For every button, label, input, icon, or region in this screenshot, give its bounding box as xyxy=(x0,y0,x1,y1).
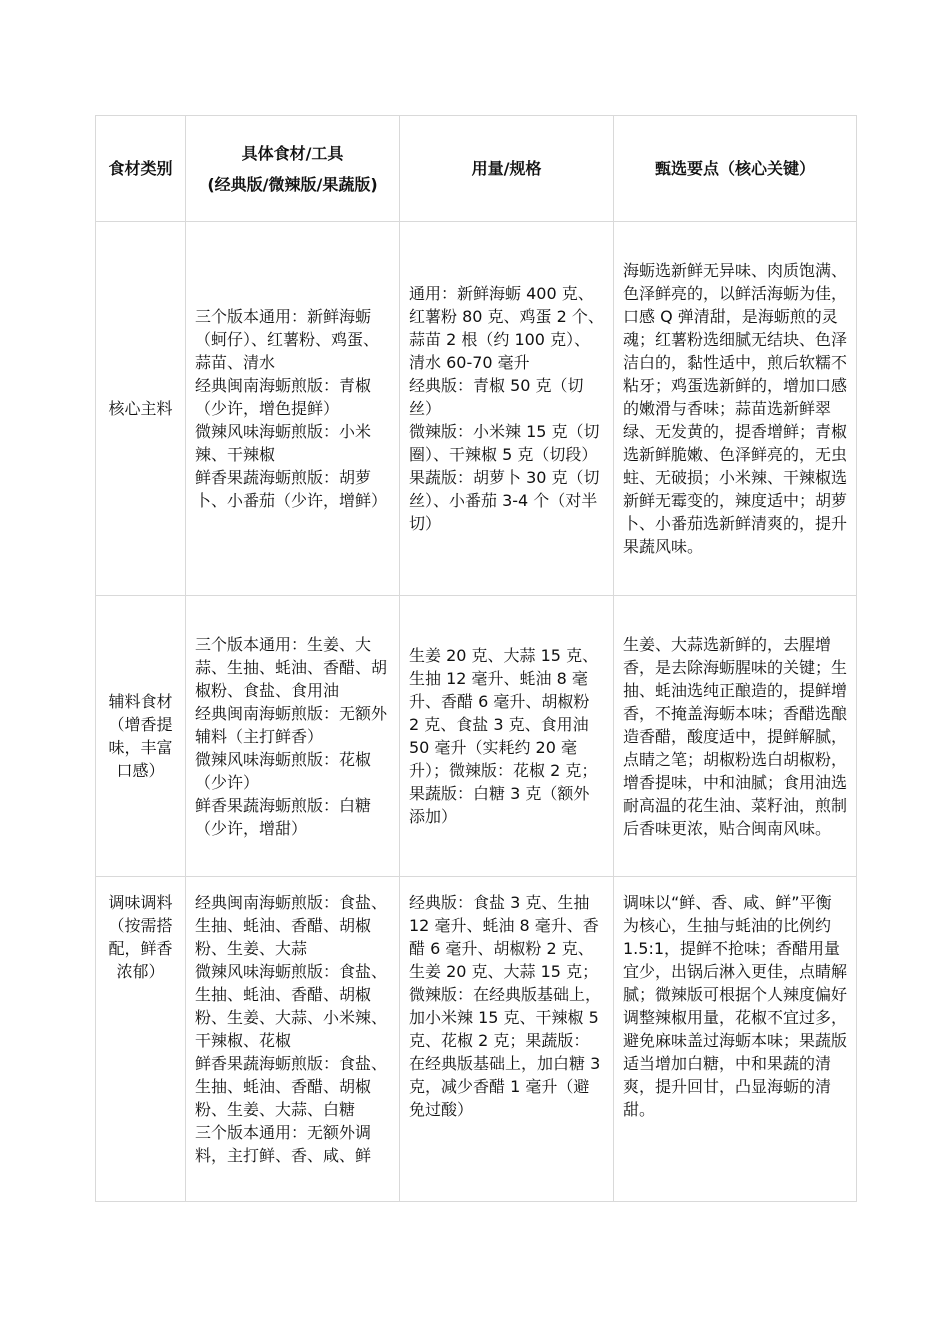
ingredients-table xyxy=(95,115,857,1202)
category-text: 调味调料 xyxy=(108,893,173,912)
category-text: 辅料食材 xyxy=(108,692,173,711)
category-text: 浓郁） xyxy=(116,962,165,981)
ingredients-text: 经典闽南海蛎煎版：无额外辅料（主打鲜香） xyxy=(195,703,388,746)
category-cell xyxy=(96,877,186,1202)
category-text: 口感） xyxy=(116,761,165,780)
amount-text: 生姜 20 克、大蒜 15 克、生抽 12 毫升、蚝油 8 毫升、香醋 6 毫升、胡椒粉 2 克、食盐 3 克、食用油 50 毫升（实耗约 20 毫升）；微辣版：花椒 2 克；果蔬版：白糖 3 克（额外添加） xyxy=(409,646,599,826)
ingredients-text: 经典闽南海蛎煎版：食盐、生抽、蚝油、香醋、胡椒粉、生姜、大蒜 xyxy=(195,893,388,958)
amount-cell xyxy=(400,222,614,596)
selection-text: 生姜、大蒜选新鲜的，去腥增香，是去除海蛎腥味的关键；生抽、蚝油选纯正酿造的，提鲜增香，不掩盖海蛎本味；香醋选酿造香醋，酸度适中，提鲜解腻，点睛之笔；胡椒粉选白胡椒粉，增香提味，中和油腻；食用油选耐高温的花生油、菜籽油，煎制后香味更浓，贴合闽南风味。 xyxy=(623,634,848,838)
ingredients-cell xyxy=(186,877,400,1202)
ingredients-text: 三个版本通用：无额外调料，主打鲜、香、咸、鲜 xyxy=(195,1123,372,1165)
table-header-row xyxy=(96,116,857,222)
category-text: 核心主料 xyxy=(108,399,173,418)
table-row xyxy=(96,877,857,1202)
amount-text: 通用：新鲜海蛎 400 克、红薯粉 80 克、鸡蛋 2 个、蒜苗 2 根（约 100 克）、清水 60-70 毫升 xyxy=(409,284,604,372)
amount-text: 果蔬版：胡萝卜 30 克（切丝）、小番茄 3-4 个（对半切） xyxy=(409,468,600,533)
ingredients-text: 微辣风味海蛎煎版：花椒（少许） xyxy=(195,749,372,792)
ingredients-text: 微辣风味海蛎煎版：小米辣、干辣椒 xyxy=(195,422,372,464)
ingredients-text: 三个版本通用：生姜、大蒜、生抽、蚝油、香醋、胡椒粉、食盐、食用油 xyxy=(195,634,388,700)
selection-cell xyxy=(614,877,857,1202)
header-ingredients xyxy=(186,116,400,222)
ingredients-text: 经典闽南海蛎煎版：青椒（少许，增色提鲜） xyxy=(195,376,372,418)
ingredients-content xyxy=(195,891,390,1191)
category-text: （增香提 xyxy=(108,715,173,734)
category-cell xyxy=(96,596,186,877)
table-row xyxy=(96,596,857,877)
selection-text: 调味以“鲜、香、咸、鲜”平衡为核心，生抽与蚝油的比例约 1.5:1，提鲜不抢味；香醋用量宜少，出锅后淋入更佳，点睛解腻；微辣版可根据个人辣度偏好调整辣椒用量，花椒不宜过多，避免麻味盖过海蛎本味；果蔬版适当增加白糖，中和果蔬的清爽，提升回甘，凸显海蛎的清甜。 xyxy=(623,893,848,1119)
selection-cell xyxy=(614,222,857,596)
header-amount: 用量/规格 xyxy=(400,116,614,222)
amount-text: 微辣版：小米辣 15 克（切圈）、干辣椒 5 克（切段） xyxy=(409,422,600,464)
ingredients-text: 三个版本通用：新鲜海蛎（蚵仔）、红薯粉、鸡蛋、蒜苗、清水 xyxy=(195,307,380,372)
ingredients-text: 鲜香果蔬海蛎煎版：食盐、生抽、蚝油、香醋、胡椒粉、生姜、大蒜、白糖 xyxy=(195,1054,388,1119)
category-cell xyxy=(96,222,186,596)
header-ingredients-title: 具体食材/工具 xyxy=(241,143,344,163)
ingredients-cell xyxy=(186,596,400,877)
amount-cell xyxy=(400,877,614,1202)
category-text: 味，丰富 xyxy=(108,738,173,757)
category-text: 配，鲜香 xyxy=(108,939,173,958)
amount-cell xyxy=(400,596,614,877)
ingredients-text: 鲜香果蔬海蛎煎版：胡萝卜、小番茄（少许，增鲜） xyxy=(195,468,388,510)
ingredients-cell xyxy=(186,222,400,596)
header-selection: 甄选要点（核心关键） xyxy=(614,116,857,222)
header-category: 食材类别 xyxy=(96,116,186,222)
selection-text: 海蛎选新鲜无异味、肉质饱满、色泽鲜亮的，以鲜活海蛎为佳，口感 Q 弹清甜，是海蛎煎的灵魂；红薯粉选细腻无结块、色泽洁白的，黏性适中，煎后软糯不粘牙；鸡蛋选新鲜的，增加口感的嫩滑与香味；蒜苗选新鲜翠绿、无发黄的，提香增鲜；青椒选新鲜脆嫩、色泽鲜亮的，无虫蛀、无破损；小米辣、干辣椒选新鲜无霉变的，辣度适中；胡萝卜、小番茄选新鲜清爽的，提升果蔬风味。 xyxy=(623,261,848,556)
amount-text: 经典版：青椒 50 克（切丝） xyxy=(409,376,584,418)
header-ingredients-versions: (经典版/微辣版/果蔬版) xyxy=(207,174,378,194)
selection-cell xyxy=(614,596,857,877)
amount-text: 经典版：食盐 3 克、生抽 12 毫升、蚝油 8 毫升、香醋 6 毫升、胡椒粉 2 克、生姜 20 克、大蒜 15 克；微辣版：在经典版基础上，加小米辣 15 克、干辣椒 5 克、花椒 2 克；果蔬版：在经典版基础上，加白糖 3 克，减少香醋 1 毫升（避免过酸） xyxy=(409,893,602,1119)
table-row xyxy=(96,222,857,596)
ingredients-text: 微辣风味海蛎煎版：食盐、生抽、蚝油、香醋、胡椒粉、生姜、大蒜、小米辣、干辣椒、花椒 xyxy=(195,962,388,1050)
category-text: （按需搭 xyxy=(108,916,173,935)
ingredients-text: 鲜香果蔬海蛎煎版：白糖（少许，增甜） xyxy=(195,795,372,838)
